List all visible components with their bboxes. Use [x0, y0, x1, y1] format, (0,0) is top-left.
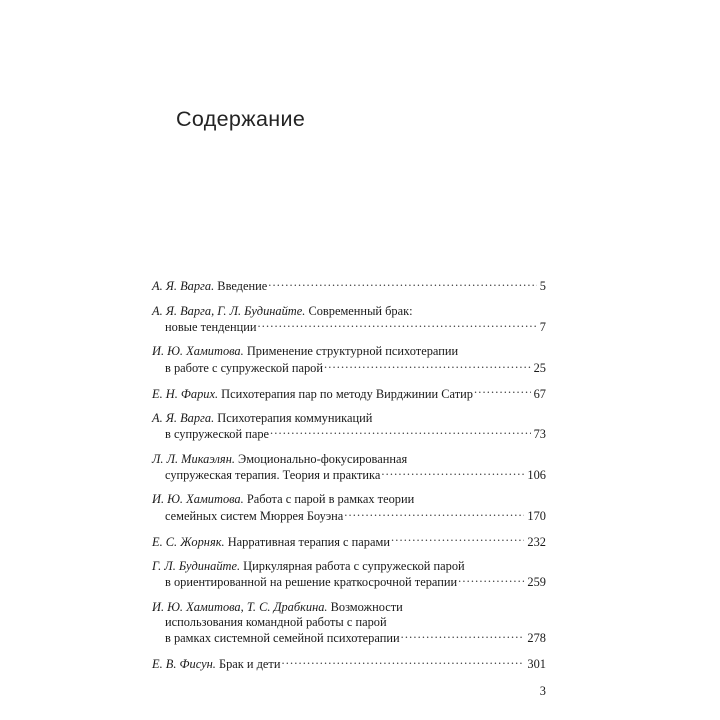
toc-entry-title: Брак и дети	[215, 656, 281, 671]
toc-entry[interactable]	[152, 411, 546, 443]
toc-entry-line	[152, 319, 546, 336]
toc-entry-line	[152, 278, 546, 295]
toc-entry-line	[152, 385, 546, 402]
toc-entry-text	[152, 631, 400, 646]
toc-entry-page-number: 73	[533, 427, 546, 442]
toc-entry-title: супружеская терапия. Теория и практика	[165, 468, 381, 483]
toc-entry-title: Циркулярная работа с супружеской парой	[240, 558, 465, 573]
toc-entry-title: новые тенденции	[165, 320, 257, 335]
toc-entry-line	[152, 508, 546, 525]
toc-entry-text	[152, 411, 372, 426]
toc-entry-title: семейных систем Мюррея Боуэна	[165, 508, 344, 523]
toc-entry-line	[152, 304, 546, 319]
toc-entry-text	[152, 559, 465, 574]
toc-entry-page-number: 25	[533, 360, 546, 375]
toc-dot-leader	[381, 467, 524, 479]
toc-entry[interactable]	[152, 533, 546, 550]
toc-entry-title: в работе с супружеской парой	[165, 360, 323, 375]
toc-entry-text	[152, 492, 414, 507]
toc-entry-text	[152, 509, 343, 524]
toc-entry-page-number: 170	[527, 508, 546, 523]
toc-entry-text	[152, 387, 473, 402]
toc-entry-title: Применение структурной психотерапии	[243, 344, 459, 359]
toc-dot-leader	[270, 426, 531, 438]
toc-entry-author: Е. В. Фисун.	[152, 656, 216, 671]
toc-entry-author: А. Я. Варга.	[152, 410, 215, 425]
toc-entry[interactable]	[152, 278, 546, 295]
toc-entry-title: Возможности	[327, 599, 403, 614]
toc-dot-leader	[458, 574, 524, 586]
toc-entry-page-number: 259	[527, 575, 546, 590]
toc-entry-line	[152, 615, 546, 630]
toc-entry-text	[152, 344, 458, 359]
toc-entry-line	[152, 360, 546, 377]
toc-entry[interactable]	[152, 559, 546, 591]
toc-entry-title: в супружеской паре	[165, 427, 270, 442]
toc-entry-text	[152, 452, 407, 467]
page-title: Содержание	[176, 107, 306, 131]
toc-entry-page-number: 67	[533, 386, 546, 401]
toc-entry-author: А. Я. Варга.	[152, 279, 215, 294]
toc-entry[interactable]	[152, 344, 546, 376]
toc-entry-line	[152, 533, 546, 550]
toc-entry-line	[152, 426, 546, 443]
toc-entry-author: И. Ю. Хамитова, Т. С. Драбкина.	[152, 599, 328, 614]
table-of-contents-list	[152, 278, 546, 672]
toc-entry-page-number: 278	[527, 631, 546, 646]
toc-entry[interactable]	[152, 492, 546, 524]
toc-entry[interactable]	[152, 304, 546, 336]
toc-entry-author: Е. Н. Фарих.	[152, 386, 219, 401]
toc-entry-text	[152, 279, 267, 294]
toc-entry-author: И. Ю. Хамитова.	[152, 492, 244, 507]
toc-entry-title: в рамках системной семейной психотерапии	[165, 631, 400, 646]
toc-entry-page-number: 7	[539, 320, 546, 335]
toc-entry-title: Нарративная терапия с парами	[224, 534, 390, 549]
toc-entry-author: Л. Л. Микаэлян.	[152, 451, 235, 466]
toc-entry[interactable]	[152, 452, 546, 484]
toc-entry-title: Психотерапия пар по методу Вирджинии Сатир	[218, 386, 473, 401]
toc-entry-line	[152, 559, 546, 574]
toc-entry[interactable]	[152, 656, 546, 673]
toc-entry-title: использования командной работы с парой	[165, 614, 387, 629]
toc-entry-text	[152, 575, 457, 590]
toc-entry-page-number: 301	[527, 656, 546, 671]
toc-entry-author: Е. С. Жорняк.	[152, 534, 225, 549]
toc-entry-line	[152, 411, 546, 426]
toc-entry-text	[152, 600, 403, 615]
toc-entry-text	[152, 468, 380, 483]
toc-entry-text	[152, 320, 256, 335]
toc-entry-line	[152, 574, 546, 591]
toc-dot-leader	[257, 319, 536, 331]
toc-entry[interactable]	[152, 600, 546, 647]
toc-entry-text	[152, 615, 387, 630]
toc-entry-title: Современный брак:	[305, 303, 413, 318]
toc-entry-title: в ориентированной на решение краткосрочной терапии	[165, 575, 458, 590]
toc-entry-text	[152, 361, 323, 376]
toc-entry-line	[152, 656, 546, 673]
toc-entry-line	[152, 467, 546, 484]
page-number-folio: 3	[539, 684, 546, 698]
toc-entry-text	[152, 657, 280, 672]
toc-dot-leader	[474, 385, 531, 397]
toc-entry-title: Эмоционально-фокусированная	[234, 451, 408, 466]
toc-entry-title: Психотерапия коммуникаций	[214, 410, 373, 425]
toc-entry-author: Г. Л. Будинайте.	[152, 558, 241, 573]
toc-entry-text	[152, 535, 390, 550]
toc-entry-title: Введение	[214, 279, 268, 294]
toc-entry-title: Работа с парой в рамках теории	[243, 492, 415, 507]
toc-entry-page-number: 106	[527, 468, 546, 483]
toc-entry-text	[152, 304, 413, 319]
toc-entry-page-number: 5	[539, 279, 546, 294]
toc-entry-text	[152, 427, 269, 442]
toc-entry[interactable]	[152, 385, 546, 402]
toc-entry-author: И. Ю. Хамитова.	[152, 344, 244, 359]
toc-dot-leader	[391, 533, 524, 545]
toc-dot-leader	[324, 360, 531, 372]
toc-entry-line	[152, 492, 546, 507]
toc-entry-line	[152, 630, 546, 647]
toc-entry-line	[152, 452, 546, 467]
toc-entry-line	[152, 600, 546, 615]
toc-dot-leader	[268, 278, 537, 290]
toc-dot-leader	[401, 630, 525, 642]
toc-entry-page-number: 232	[527, 534, 546, 549]
toc-dot-leader	[344, 508, 524, 520]
toc-dot-leader	[281, 656, 524, 668]
toc-entry-line	[152, 344, 546, 359]
toc-entry-author: А. Я. Варга, Г. Л. Будинайте.	[152, 303, 306, 318]
